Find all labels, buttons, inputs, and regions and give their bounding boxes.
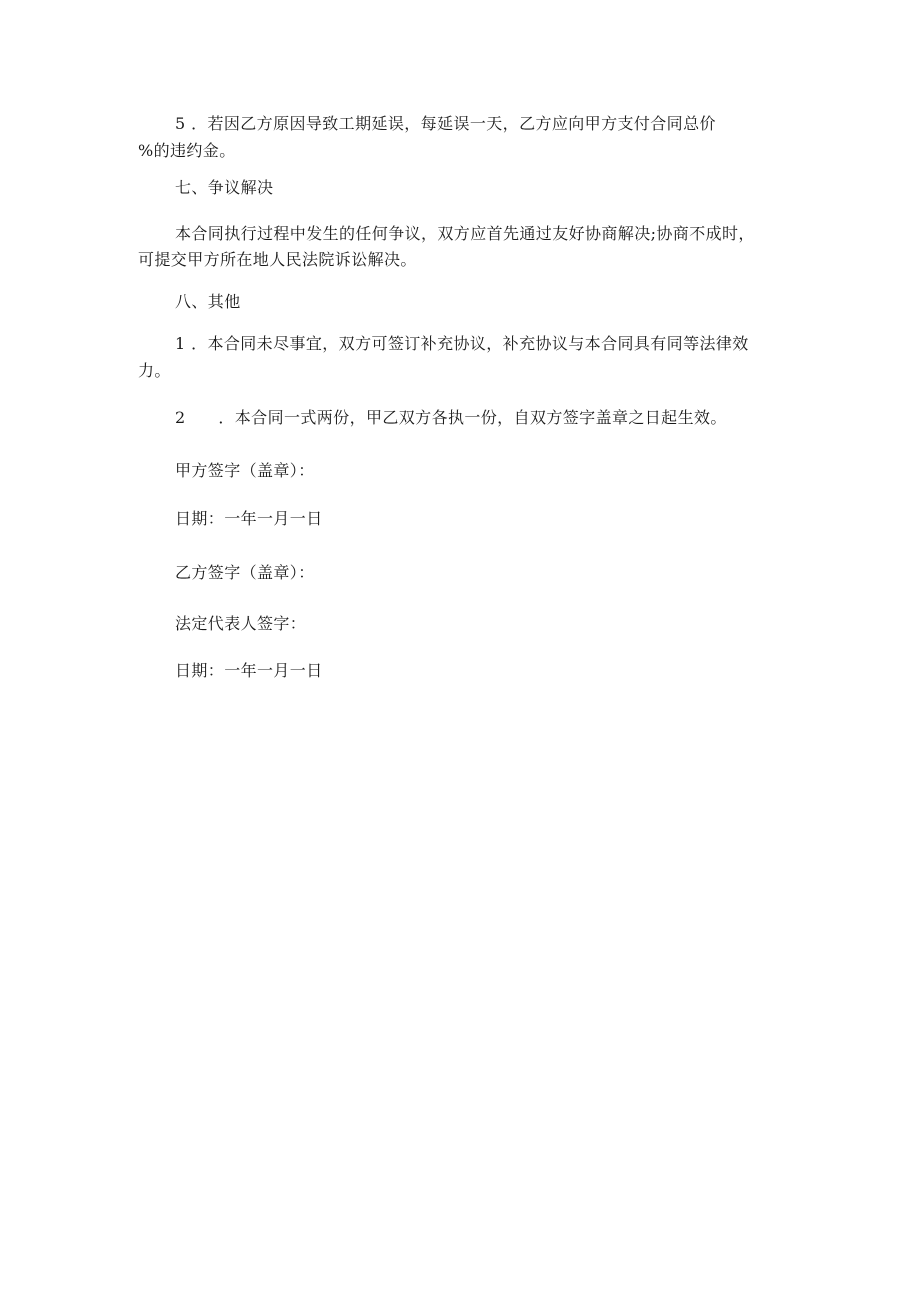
party-a-date-label: 日期：一年一月一日 (175, 509, 323, 528)
section-7-line-1: 本合同执行过程中发生的任何争议，双方应首先通过友好协商解决;协商不成时， (175, 224, 755, 243)
section-8-item-2: 2 ．本合同一式两份，甲乙双方各执一份，自双方签字盖章之日起生效。 (175, 408, 727, 427)
legal-representative-signature-label: 法定代表人签字： (175, 614, 307, 633)
party-a-signature-label: 甲方签字（盖章）： (175, 461, 315, 480)
section-7-line-2: 可提交甲方所在地人民法院诉讼解决。 (138, 250, 417, 269)
section-7-heading: 七、争议解决 (175, 178, 274, 197)
clause-5-line-1: 5 ．若因乙方原因导致工期延误，每延误一天，乙方应向甲方支付合同总价 (175, 114, 716, 133)
section-8-item-1-line-1: 1 ．本合同未尽事宜，双方可签订补充协议，补充协议与本合同具有同等法律效 (175, 334, 749, 353)
section-8-heading: 八、其他 (175, 292, 241, 311)
section-8-item-1-line-2: 力。 (138, 361, 171, 380)
party-b-date-label: 日期：一年一月一日 (175, 661, 323, 680)
party-b-signature-label: 乙方签字（盖章）： (175, 563, 315, 582)
clause-5-line-2: %的违约金。 (138, 141, 236, 160)
